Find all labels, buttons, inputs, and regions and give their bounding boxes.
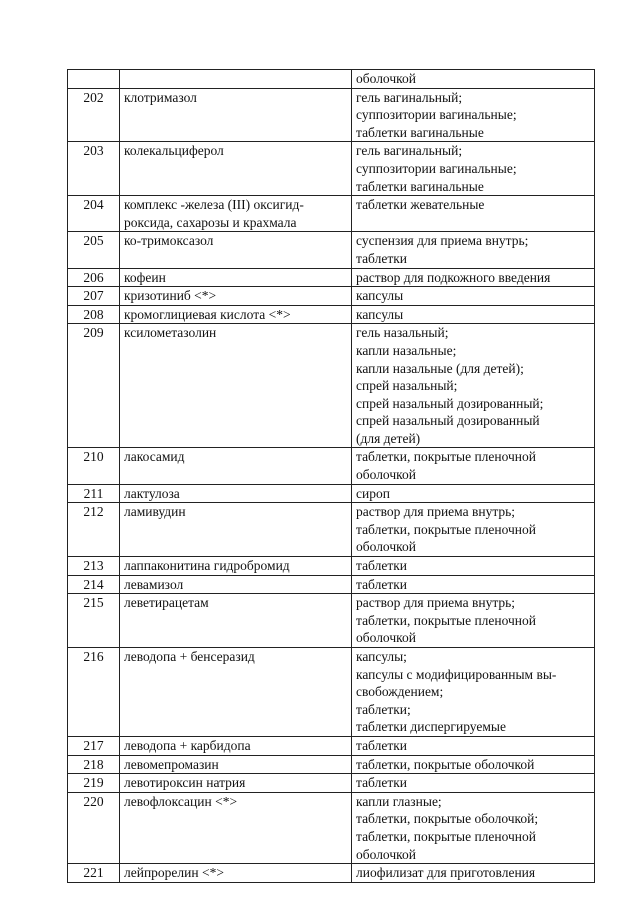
drug-name: леводопа + карбидопа bbox=[120, 736, 352, 755]
table-row bbox=[68, 557, 595, 576]
row-number: 219 bbox=[68, 774, 120, 793]
table-row bbox=[68, 575, 595, 594]
table-row bbox=[68, 196, 595, 232]
table-row bbox=[68, 755, 595, 774]
dosage-form: таблетки bbox=[352, 774, 595, 793]
drug-name: левотироксин натрия bbox=[120, 774, 352, 793]
row-number: 209 bbox=[68, 324, 120, 448]
drug-name: ко-тримоксазол bbox=[120, 232, 352, 268]
dosage-form: таблетки bbox=[352, 575, 595, 594]
table-row bbox=[68, 594, 595, 648]
drug-name: кризотиниб <*> bbox=[120, 287, 352, 306]
dosage-form: раствор для подкожного введения bbox=[352, 268, 595, 287]
dosage-form: сироп bbox=[352, 484, 595, 503]
drug-name: леводопа + бенсеразид bbox=[120, 648, 352, 737]
drug-name: лакосамид bbox=[120, 448, 352, 484]
table-row bbox=[68, 448, 595, 484]
drug-name: ламивудин bbox=[120, 503, 352, 557]
table-row bbox=[68, 305, 595, 324]
row-number: 215 bbox=[68, 594, 120, 648]
table-row bbox=[68, 142, 595, 196]
table-row bbox=[68, 287, 595, 306]
dosage-form: таблетки bbox=[352, 736, 595, 755]
row-number: 206 bbox=[68, 268, 120, 287]
drug-name bbox=[120, 70, 352, 89]
drug-name: лактулоза bbox=[120, 484, 352, 503]
dosage-form: капсулы bbox=[352, 287, 595, 306]
row-number: 212 bbox=[68, 503, 120, 557]
row-number: 216 bbox=[68, 648, 120, 737]
dosage-form: таблетки bbox=[352, 557, 595, 576]
drug-table-body bbox=[68, 70, 595, 883]
drug-name: кромоглициевая кислота <*> bbox=[120, 305, 352, 324]
table-row bbox=[68, 648, 595, 737]
drug-name: лаппаконитина гидробромид bbox=[120, 557, 352, 576]
table-row bbox=[68, 484, 595, 503]
drug-table bbox=[67, 69, 595, 883]
table-row bbox=[68, 232, 595, 268]
row-number: 213 bbox=[68, 557, 120, 576]
dosage-form: гель назальный; капли назальные; капли назальные (для детей); спрей назальный; спрей назальный дозированный; спрей назальный дозированный (для детей) bbox=[352, 324, 595, 448]
table-row bbox=[68, 864, 595, 883]
dosage-form: раствор для приема внутрь; таблетки, покрытые пленочной оболочкой bbox=[352, 594, 595, 648]
table-row bbox=[68, 792, 595, 863]
table-row bbox=[68, 736, 595, 755]
row-number: 207 bbox=[68, 287, 120, 306]
dosage-form: суспензия для приема внутрь; таблетки bbox=[352, 232, 595, 268]
dosage-form: капсулы; капсулы с модифицированным вы- свобождением; таблетки; таблетки диспергируемые bbox=[352, 648, 595, 737]
row-number: 203 bbox=[68, 142, 120, 196]
dosage-form: оболочкой bbox=[352, 70, 595, 89]
dosage-form: капсулы bbox=[352, 305, 595, 324]
row-number: 221 bbox=[68, 864, 120, 883]
drug-name: лейпрорелин <*> bbox=[120, 864, 352, 883]
drug-name: ксилометазолин bbox=[120, 324, 352, 448]
table-row bbox=[68, 88, 595, 142]
dosage-form: лиофилизат для приготовления bbox=[352, 864, 595, 883]
row-number: 208 bbox=[68, 305, 120, 324]
drug-name: левофлоксацин <*> bbox=[120, 792, 352, 863]
row-number: 218 bbox=[68, 755, 120, 774]
dosage-form: таблетки жевательные bbox=[352, 196, 595, 232]
drug-name: леветирацетам bbox=[120, 594, 352, 648]
table-row bbox=[68, 268, 595, 287]
table-row bbox=[68, 503, 595, 557]
table-row bbox=[68, 324, 595, 448]
drug-name: колекальциферол bbox=[120, 142, 352, 196]
drug-name: клотримазол bbox=[120, 88, 352, 142]
row-number: 205 bbox=[68, 232, 120, 268]
drug-name: кофеин bbox=[120, 268, 352, 287]
row-number: 204 bbox=[68, 196, 120, 232]
dosage-form: гель вагинальный; суппозитории вагинальные; таблетки вагинальные bbox=[352, 88, 595, 142]
row-number bbox=[68, 70, 120, 89]
dosage-form: капли глазные; таблетки, покрытые оболочкой; таблетки, покрытые пленочной оболочкой bbox=[352, 792, 595, 863]
dosage-form: таблетки, покрытые оболочкой bbox=[352, 755, 595, 774]
row-number: 211 bbox=[68, 484, 120, 503]
row-number: 217 bbox=[68, 736, 120, 755]
dosage-form: раствор для приема внутрь; таблетки, покрытые пленочной оболочкой bbox=[352, 503, 595, 557]
drug-name: комплекс -железа (III) оксигид- роксида, сахарозы и крахмала bbox=[120, 196, 352, 232]
dosage-form: гель вагинальный; суппозитории вагинальные; таблетки вагинальные bbox=[352, 142, 595, 196]
row-number: 202 bbox=[68, 88, 120, 142]
drug-name: левамизол bbox=[120, 575, 352, 594]
table-row bbox=[68, 774, 595, 793]
row-number: 214 bbox=[68, 575, 120, 594]
drug-name: левомепромазин bbox=[120, 755, 352, 774]
dosage-form: таблетки, покрытые пленочной оболочкой bbox=[352, 448, 595, 484]
table-row bbox=[68, 70, 595, 89]
row-number: 220 bbox=[68, 792, 120, 863]
row-number: 210 bbox=[68, 448, 120, 484]
